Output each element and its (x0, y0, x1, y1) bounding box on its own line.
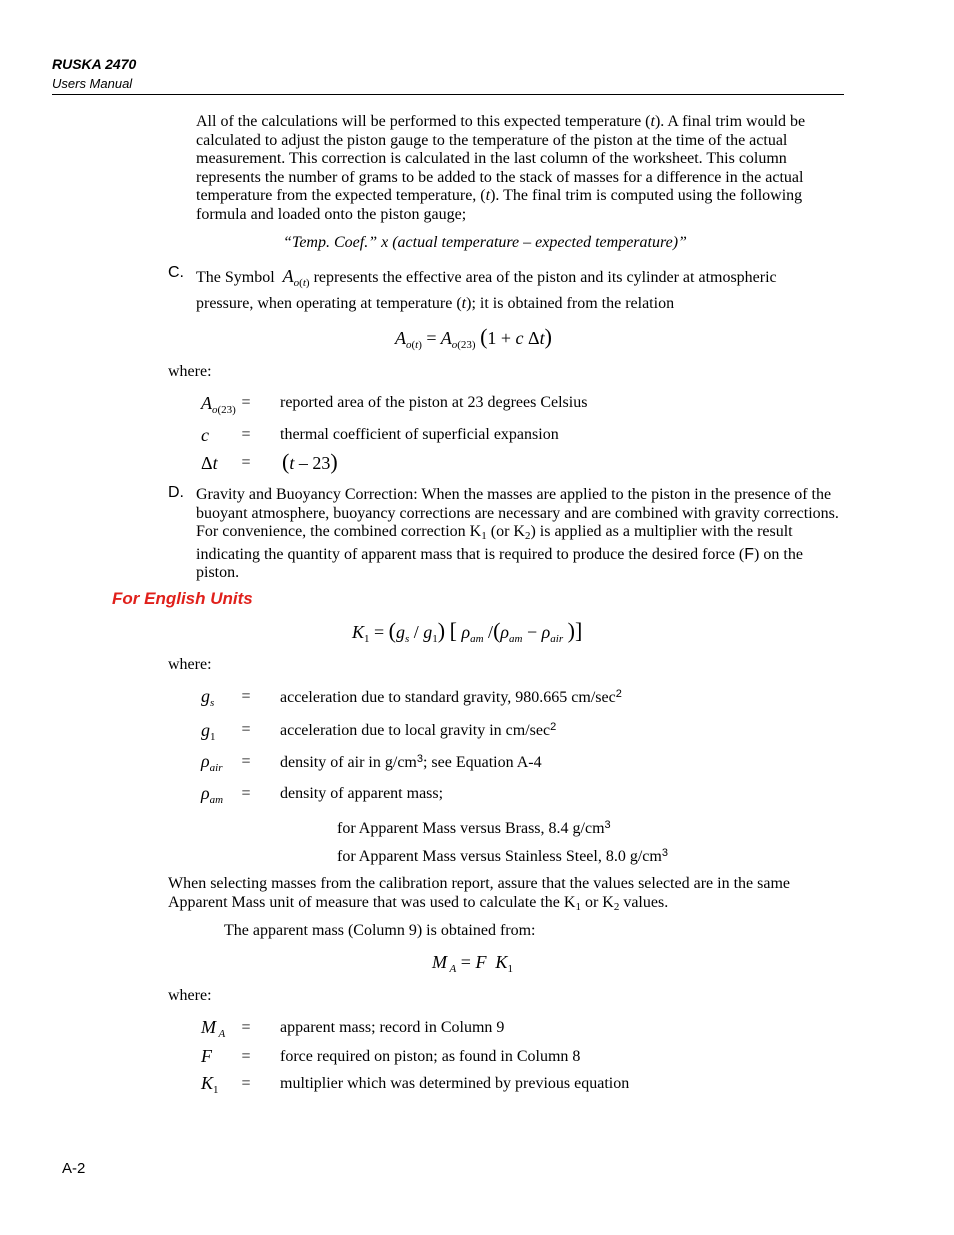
def-equals: = (241, 785, 251, 802)
def-equals: = (241, 688, 251, 705)
apparent-option-brass: for Apparent Mass versus Brass, 8.4 $g/cm^3$ (337, 819, 611, 837)
def-symbol-k1: $K_1$ (201, 1073, 219, 1096)
def-desc: acceleration due to standard gravity, 980.665 $cm/\sec^2$ (280, 688, 622, 706)
formula-quote: “Temp. Coef.” x (actual temperature – expected temperature)” (283, 234, 687, 251)
section-c-line1: The Symbol $A_{o(t)}$ represents the effective area of the piston and its cylinder at atmospheric (196, 266, 777, 289)
section-d-letter: D. (168, 484, 184, 501)
def-symbol-ma: M $_A$ (201, 1017, 226, 1040)
english-units-heading: For English Units (112, 589, 253, 608)
page-number: A-2 (62, 1160, 86, 1177)
intro-paragraph: All of the calculations will be performed to this expected temperature (t). A final trim would be calculated to adjust the piston gauge to the temperature of the piston at the time of the actual measurement. This correction is calculated in the last column of the worksheet. This column represents the number of grams to be added to the stack of masses for a difference in the actual temperature from the expected temperature, (t). The final trim is computed using the following formula and loaded onto the piston gauge; (196, 113, 806, 223)
header-rule (52, 94, 844, 95)
section-c-letter: C. (168, 264, 184, 281)
section-d-paragraph: Gravity and Buoyancy Correction: When the masses are applied to the piston in the presence of the buoyant atmosphere, buoyancy corrections are necessary and are combined with gravity corrections. For convenience, the combined correction $K_1$ (or $K_2$) is applied as a multiplier with the result indicating the quantity of apparent mass that is required to produce the desired force (F) on the piston. (196, 486, 839, 581)
def-desc: density of apparent mass; (280, 785, 444, 802)
def-equals: = (241, 394, 251, 411)
header-subtitle: Users Manual (52, 76, 133, 91)
where-label-3: where: (168, 987, 212, 1004)
equation-k1: $K_1 = (g_s / g_1)$ [ $\rho_{am}$ $/(\rho_{am} - \rho_{air}$ )] (352, 618, 583, 645)
def-symbol-c: c (201, 425, 209, 445)
def-symbol-delta-t: Δt (201, 453, 218, 473)
def-symbol-rho-air: $\rho_{air}$ (201, 751, 223, 774)
where-label-2: where: (168, 656, 212, 673)
def-symbol-f: F (201, 1046, 212, 1066)
header-title: RUSKA 2470 (52, 56, 137, 72)
equation-area: $A_{o(t)} = A_{o(23)}$ (1 + c Δt) (395, 324, 552, 351)
where-label-1: where: (168, 363, 212, 380)
def-desc: apparent mass; record in Column 9 (280, 1019, 505, 1036)
selecting-paragraph: When selecting masses from the calibration report, assure that the values selected are in the same Apparent Mass unit of measure that was used to calculate the $K_1$ or $K_2$ values. (168, 875, 790, 913)
def-equals: = (241, 1048, 251, 1065)
def-desc: thermal coefficient of superficial expansion (280, 426, 559, 443)
def-desc-t-minus-23: (t – 23) (282, 449, 338, 474)
def-equals: = (241, 1075, 251, 1092)
def-equals: = (241, 753, 251, 770)
def-equals: = (241, 454, 251, 471)
def-desc: multiplier which was determined by previous equation (280, 1075, 630, 1092)
equation-ma: M $_A$ = F $K_1$ (432, 952, 513, 975)
symbol-ao-t: $A_{o(t)}$ (282, 266, 310, 289)
apparent-option-steel: for Apparent Mass versus Stainless Steel, 8.0 $g/cm^3$ (337, 847, 668, 865)
def-desc: acceleration due to local gravity in $cm/\sec^2$ (280, 721, 557, 739)
def-desc: reported area of the piston at 23 degrees Celsius (280, 394, 588, 411)
def-equals: = (241, 1019, 251, 1036)
section-c-line2: pressure, when operating at temperature (t); it is obtained from the relation (196, 295, 675, 312)
def-symbol-gs: $g_s$ (201, 686, 215, 709)
def-desc: force required on piston; as found in Column 8 (280, 1048, 581, 1065)
def-equals: = (241, 426, 251, 443)
def-symbol-rho-am: $\rho_{am}$ (201, 783, 224, 806)
def-equals: = (241, 721, 251, 738)
apparent-mass-intro: The apparent mass (Column 9) is obtained from: (224, 922, 536, 939)
def-desc: density of air in $g/cm^3$; see Equation A-4 (280, 753, 542, 771)
def-symbol-ao23: $A_{o(23)}$ (201, 393, 236, 416)
def-symbol-g1: $g_1$ (201, 720, 216, 743)
